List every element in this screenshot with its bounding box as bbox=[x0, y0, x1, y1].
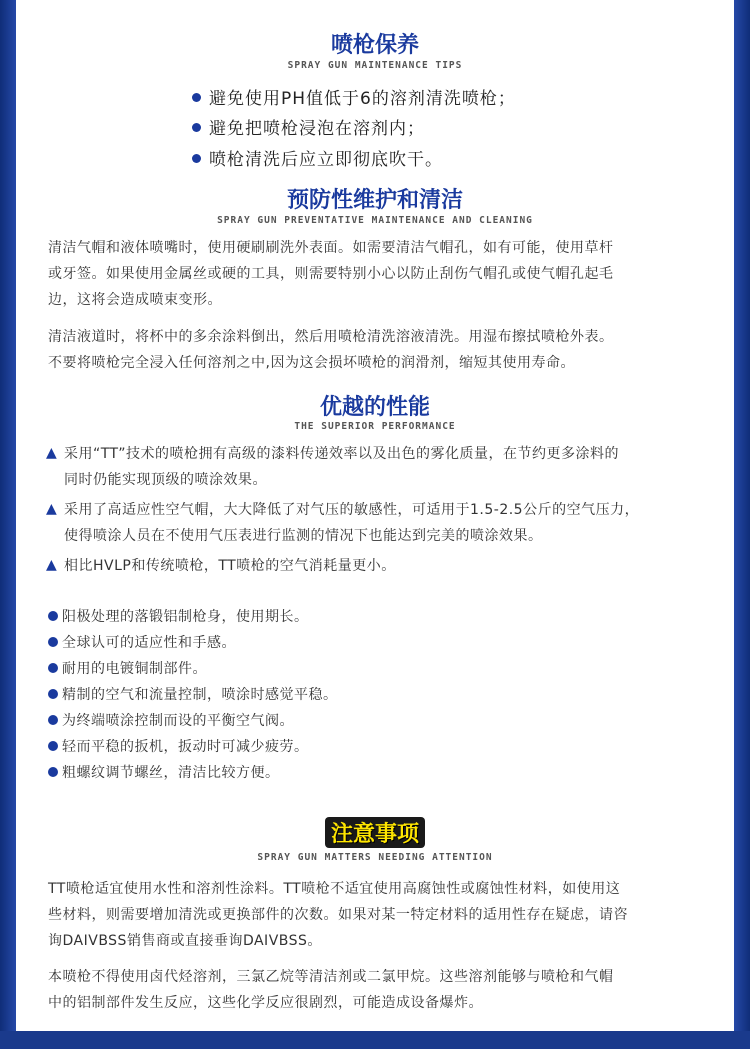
tip-item: 避免使用PH值低于6的溶剂清洗喷枪； bbox=[192, 84, 516, 109]
cleaning-paragraph-1: 清洁气帽和液体喷嘴时，使用硬刷刷洗外表面。如需要清洁气帽孔，如有可能，使用草杆 或牙签。如果使用金属丝或硬的工具，则需要特别小心以防止刮伤气帽孔或使气帽孔起毛 边，这将会造成喷束变形。 bbox=[48, 240, 614, 308]
feature-item: 耐用的电镀铜制部件。 bbox=[48, 658, 207, 678]
maintenance-subtitle: SPRAY GUN MAINTENANCE TIPS bbox=[287, 60, 463, 71]
preventative-title: 预防性维护和清洁 bbox=[286, 188, 463, 213]
performance-title: 优越的性能 bbox=[319, 395, 430, 420]
feature-item: 粗螺纹调节螺丝，清洁比较方便。 bbox=[48, 762, 280, 782]
bullet-icon bbox=[192, 93, 201, 102]
feature-item: 阳极处理的落锻铝制枪身，使用期长。 bbox=[48, 606, 309, 626]
feature-item: 精制的空气和流量控制，喷涂时感觉平稳。 bbox=[48, 684, 338, 704]
performance-subtitle: THE SUPERIOR PERFORMANCE bbox=[294, 421, 456, 432]
feature-item: 为终端喷涂控制而设的平衡空气阀。 bbox=[48, 710, 294, 730]
tip-item: 喷枪清洗后应立即彻底吹干。 bbox=[192, 145, 443, 170]
performance-item: 采用了高适应性空气帽，大大降低了对气压的敏感性，可适用于1.5-2.5公斤的空气压力， 使得喷涂人员在不使用气压表进行监测的情况下也能达到完美的喷涂效果。 bbox=[64, 502, 640, 544]
bullet-icon bbox=[48, 741, 58, 751]
triangle-icon: ▲ bbox=[46, 445, 57, 461]
bullet-icon bbox=[48, 637, 58, 647]
bullet-icon bbox=[192, 154, 201, 163]
tip-item: 避免把喷枪浸泡在溶剂内； bbox=[192, 114, 425, 139]
bullet-icon bbox=[48, 689, 58, 699]
bullet-icon bbox=[48, 663, 58, 673]
triangle-icon: ▲ bbox=[46, 557, 57, 573]
feature-item: 全球认可的适应性和手感。 bbox=[48, 632, 236, 652]
feature-item: 轻而平稳的扳机，扳动时可减少疲劳。 bbox=[48, 736, 309, 756]
notice-subtitle: SPRAY GUN MATTERS NEEDING ATTENTION bbox=[257, 852, 493, 863]
left-border bbox=[0, 0, 16, 1049]
maintenance-title: 喷枪保养 bbox=[330, 33, 419, 58]
preventative-subtitle: SPRAY GUN PREVENTATIVE MAINTENANCE AND CLEANING bbox=[217, 215, 533, 226]
performance-item: 采用“TT”技术的喷枪拥有高级的漆料传递效率以及出色的雾化质量，在节约更多涂料的 同时仍能实现顶级的喷涂效果。 bbox=[64, 446, 620, 488]
triangle-icon: ▲ bbox=[46, 501, 57, 517]
cleaning-paragraph-2: 清洁液道时，将杯中的多余涂料倒出，然后用喷枪清洗溶液清洗。用湿布擦拭喷枪外表。 不要将喷枪完全浸入任何溶剂之中,因为这会损坏喷枪的润滑剂，缩短其使用寿命。 bbox=[48, 329, 614, 371]
notice-title: 注意事项 bbox=[16, 817, 734, 848]
bottom-border bbox=[0, 1031, 750, 1049]
bullet-icon bbox=[48, 767, 58, 777]
bullet-icon bbox=[48, 715, 58, 725]
bullet-icon bbox=[192, 123, 201, 132]
notice-paragraph-1: TT喷枪适宜使用水性和溶剂性涂料。TT喷枪不适宜使用高腐蚀性或腐蚀性材料，如使用这 些材料，则需要增加清洗或更换部件的次数。如果对某一特定材料的适用性存在疑虑，请咨 询DAIVBSS销售商或直接垂询DAIVBSS。 bbox=[48, 881, 628, 949]
performance-item: 相比HVLP和传统喷枪，TT喷枪的空气消耗量更小。 bbox=[64, 558, 396, 574]
bullet-icon bbox=[48, 611, 58, 621]
right-border bbox=[734, 0, 750, 1049]
content-panel bbox=[16, 0, 734, 1031]
notice-paragraph-2: 本喷枪不得使用卤代烃溶剂，三氯乙烷等清洁剂或二氯甲烷。这些溶剂能够与喷枪和气帽 中的铝制部件发生反应，这些化学反应很剧烈，可能造成设备爆炸。 bbox=[48, 969, 614, 1011]
